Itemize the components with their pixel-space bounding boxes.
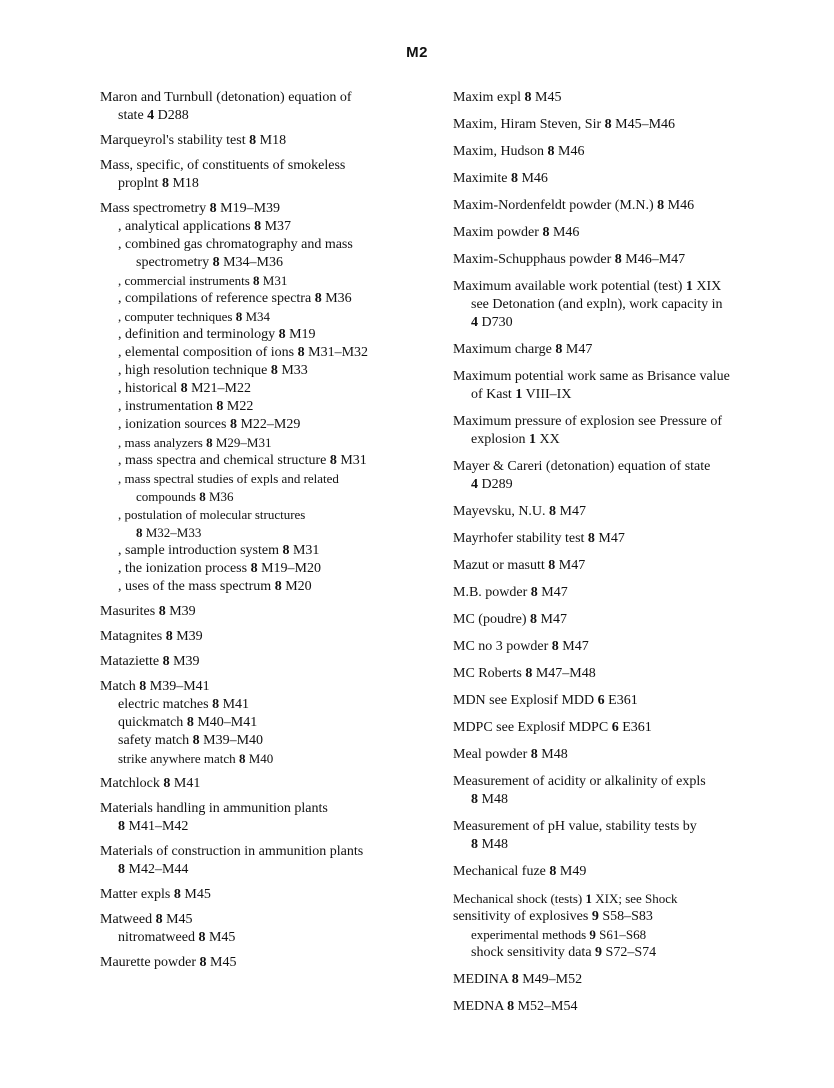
entry-heading: Marqueyrol's stability test 8 M18 xyxy=(100,133,287,148)
index-entry xyxy=(453,458,793,494)
entry-heading: Mass spectrometry 8 M19–M39 xyxy=(100,201,281,216)
index-entry xyxy=(100,954,440,972)
index-subentry xyxy=(453,926,793,944)
entry-heading: MDN see Explosif MDD 6 E361 xyxy=(453,693,638,708)
index-entry xyxy=(453,719,793,737)
index-entry xyxy=(453,503,793,521)
entry-heading: Maron and Turnbull (detonation) equation of xyxy=(100,90,352,105)
index-entry xyxy=(453,584,793,602)
index-entry xyxy=(453,863,793,881)
entry-continuation: 8 M41–M42 xyxy=(118,819,189,834)
index-subentry xyxy=(100,560,440,578)
entry-heading: Maxim expl 8 M45 xyxy=(453,90,562,105)
index-entry xyxy=(453,170,793,188)
entry-continuation: 8 M48 xyxy=(471,837,508,852)
subentry-line: , high resolution technique 8 M33 xyxy=(118,363,308,378)
entry-heading: Maxim powder 8 M46 xyxy=(453,225,580,240)
index-entry xyxy=(453,530,793,548)
index-subentry xyxy=(100,218,440,236)
entry-heading: Mechanical shock (tests) 1 XIX; see Shock xyxy=(453,891,678,906)
index-subentry xyxy=(100,236,440,272)
entry-heading: Matweed 8 M45 xyxy=(100,912,193,927)
entry-heading: Mass, specific, of constituents of smokeless xyxy=(100,158,346,173)
entry-heading: Maxim, Hiram Steven, Sir 8 M45–M46 xyxy=(453,117,676,132)
subentry-line: nitromatweed 8 M45 xyxy=(118,930,236,945)
entry-heading: Maxim-Nordenfeldt powder (M.N.) 8 M46 xyxy=(453,198,695,213)
index-entry xyxy=(453,557,793,575)
entry-continuation: 4 D730 xyxy=(471,315,513,330)
entry-heading: Materials handling in ammunition plants xyxy=(100,801,328,816)
subentry-line: , mass spectral studies of expls and related xyxy=(118,471,339,486)
entry-heading: MEDNA 8 M52–M54 xyxy=(453,999,578,1014)
index-entry xyxy=(100,843,440,879)
subentry-line: , combined gas chromatography and mass xyxy=(118,237,353,252)
entry-heading: Masurites 8 M39 xyxy=(100,604,196,619)
index-subentry xyxy=(100,290,440,308)
entry-heading: Maximum potential work same as Brisance value xyxy=(453,369,730,384)
entry-continuation: see Detonation (and expln), work capacity in xyxy=(471,297,723,312)
entry-heading: Mataziette 8 M39 xyxy=(100,654,200,669)
index-subentry xyxy=(453,944,793,962)
index-subentry xyxy=(100,434,440,452)
index-entry xyxy=(100,775,440,793)
subentry-line: , historical 8 M21–M22 xyxy=(118,381,252,396)
index-subentry xyxy=(100,326,440,344)
index-subentry xyxy=(100,362,440,380)
index-entry xyxy=(453,971,793,989)
index-entry xyxy=(453,116,793,134)
subentry-line: quickmatch 8 M40–M41 xyxy=(118,715,258,730)
subentry-line: , sample introduction system 8 M31 xyxy=(118,543,320,558)
index-subentry xyxy=(100,750,440,768)
index-entry xyxy=(453,278,793,332)
entry-continuation: 8 M42–M44 xyxy=(118,862,189,877)
entry-heading: Maxim-Schupphaus powder 8 M46–M47 xyxy=(453,252,686,267)
entry-continuation: state 4 D288 xyxy=(118,108,189,123)
index-entry xyxy=(453,89,793,107)
entry-heading: Measurement of pH value, stability tests by xyxy=(453,819,697,834)
entry-heading: Maximum pressure of explosion see Pressure of xyxy=(453,414,723,429)
entry-heading: Maximum available work potential (test) 1 XIX xyxy=(453,279,722,294)
index-subentry xyxy=(100,470,440,506)
subentry-line: , the ionization process 8 M19–M20 xyxy=(118,561,321,576)
index-subentry xyxy=(100,398,440,416)
index-entry xyxy=(453,143,793,161)
index-entry xyxy=(100,603,440,621)
index-entry xyxy=(453,197,793,215)
subentry-line: , instrumentation 8 M22 xyxy=(118,399,254,414)
entry-heading: Maximite 8 M46 xyxy=(453,171,548,186)
subentry-line: experimental methods 9 S61–S68 xyxy=(471,927,647,942)
index-entry xyxy=(453,368,793,404)
subentry-continuation: 8 M32–M33 xyxy=(136,525,202,540)
index-entry xyxy=(453,890,793,908)
subentry-line: , definition and terminology 8 M19 xyxy=(118,327,316,342)
subentry-line: , mass analyzers 8 M29–M31 xyxy=(118,435,272,450)
index-entry xyxy=(100,200,440,218)
entry-heading: Mayer & Careri (detonation) equation of state xyxy=(453,459,711,474)
index-entry xyxy=(100,886,440,904)
index-entry xyxy=(100,89,440,125)
entry-heading: Matagnites 8 M39 xyxy=(100,629,203,644)
entry-heading: Measurement of acidity or alkalinity of expls xyxy=(453,774,706,789)
index-subentry xyxy=(100,380,440,398)
index-subentry xyxy=(100,452,440,470)
index-subentry xyxy=(100,272,440,290)
index-entry xyxy=(453,773,793,809)
subentry-line: , elemental composition of ions 8 M31–M32 xyxy=(118,345,369,360)
entry-heading: Match 8 M39–M41 xyxy=(100,679,210,694)
subentry-line: , ionization sources 8 M22–M29 xyxy=(118,417,301,432)
index-entry xyxy=(100,157,440,193)
entry-heading: Mazut or masutt 8 M47 xyxy=(453,558,586,573)
entry-heading: MEDINA 8 M49–M52 xyxy=(453,972,583,987)
subentry-line: strike anywhere match 8 M40 xyxy=(118,751,274,766)
subentry-line: , mass spectra and chemical structure 8 M31 xyxy=(118,453,367,468)
entry-heading: Maurette powder 8 M45 xyxy=(100,955,237,970)
subentry-line: , commercial instruments 8 M31 xyxy=(118,273,288,288)
index-entry xyxy=(100,132,440,150)
entry-heading: Matchlock 8 M41 xyxy=(100,776,201,791)
index-subentry xyxy=(100,578,440,596)
index-column-left xyxy=(100,89,440,972)
index-entry xyxy=(453,818,793,854)
entry-heading: Maxim, Hudson 8 M46 xyxy=(453,144,585,159)
entry-heading: MDPC see Explosif MDPC 6 E361 xyxy=(453,720,652,735)
index-subentry xyxy=(100,714,440,732)
entry-heading: MC (poudre) 8 M47 xyxy=(453,612,567,627)
entry-heading: sensitivity of explosives 9 S58–S83 xyxy=(453,909,653,924)
entry-heading: Materials of construction in ammunition plants xyxy=(100,844,364,859)
subentry-continuation: compounds 8 M36 xyxy=(136,489,234,504)
subentry-line: , postulation of molecular structures xyxy=(118,507,306,522)
index-entry xyxy=(453,251,793,269)
page-number: M2 xyxy=(406,44,428,61)
index-subentry xyxy=(100,506,440,542)
entry-continuation: explosion 1 XX xyxy=(471,432,560,447)
entry-heading: Meal powder 8 M48 xyxy=(453,747,568,762)
entry-heading: Mayrhofer stability test 8 M47 xyxy=(453,531,625,546)
index-entry xyxy=(453,908,793,926)
subentry-line: , compilations of reference spectra 8 M36 xyxy=(118,291,352,306)
subentry-line: electric matches 8 M41 xyxy=(118,697,250,712)
index-entry xyxy=(100,653,440,671)
index-entry xyxy=(100,678,440,696)
index-entry xyxy=(453,611,793,629)
index-subentry xyxy=(100,929,440,947)
entry-heading: MC Roberts 8 M47–M48 xyxy=(453,666,596,681)
index-entry xyxy=(453,224,793,242)
subentry-line: , computer techniques 8 M34 xyxy=(118,309,270,324)
entry-continuation: 8 M48 xyxy=(471,792,508,807)
entry-continuation: of Kast 1 VIII–IX xyxy=(471,387,572,402)
index-entry xyxy=(453,665,793,683)
index-entry xyxy=(453,998,793,1016)
index-entry xyxy=(453,746,793,764)
entry-heading: M.B. powder 8 M47 xyxy=(453,585,568,600)
entry-continuation: 4 D289 xyxy=(471,477,513,492)
entry-heading: MC no 3 powder 8 M47 xyxy=(453,639,589,654)
index-subentry xyxy=(100,542,440,560)
index-subentry xyxy=(100,732,440,750)
index-entry xyxy=(453,341,793,359)
entry-heading: Maximum charge 8 M47 xyxy=(453,342,593,357)
subentry-line: shock sensitivity data 9 S72–S74 xyxy=(471,945,657,960)
subentry-line: , analytical applications 8 M37 xyxy=(118,219,292,234)
subentry-line: , uses of the mass spectrum 8 M20 xyxy=(118,579,312,594)
index-subentry xyxy=(100,344,440,362)
index-entry xyxy=(453,638,793,656)
entry-continuation: proplnt 8 M18 xyxy=(118,176,199,191)
index-entry xyxy=(100,628,440,646)
index-entry xyxy=(100,911,440,929)
entry-heading: Matter expls 8 M45 xyxy=(100,887,211,902)
index-entry xyxy=(453,413,793,449)
index-column-right xyxy=(453,89,793,1016)
index-subentry xyxy=(100,308,440,326)
index-entry xyxy=(453,692,793,710)
entry-heading: Mechanical fuze 8 M49 xyxy=(453,864,587,879)
subentry-continuation: spectrometry 8 M34–M36 xyxy=(136,255,283,270)
index-entry xyxy=(100,800,440,836)
index-subentry xyxy=(100,416,440,434)
entry-heading: Mayevsku, N.U. 8 M47 xyxy=(453,504,586,519)
subentry-line: safety match 8 M39–M40 xyxy=(118,733,264,748)
index-subentry xyxy=(100,696,440,714)
